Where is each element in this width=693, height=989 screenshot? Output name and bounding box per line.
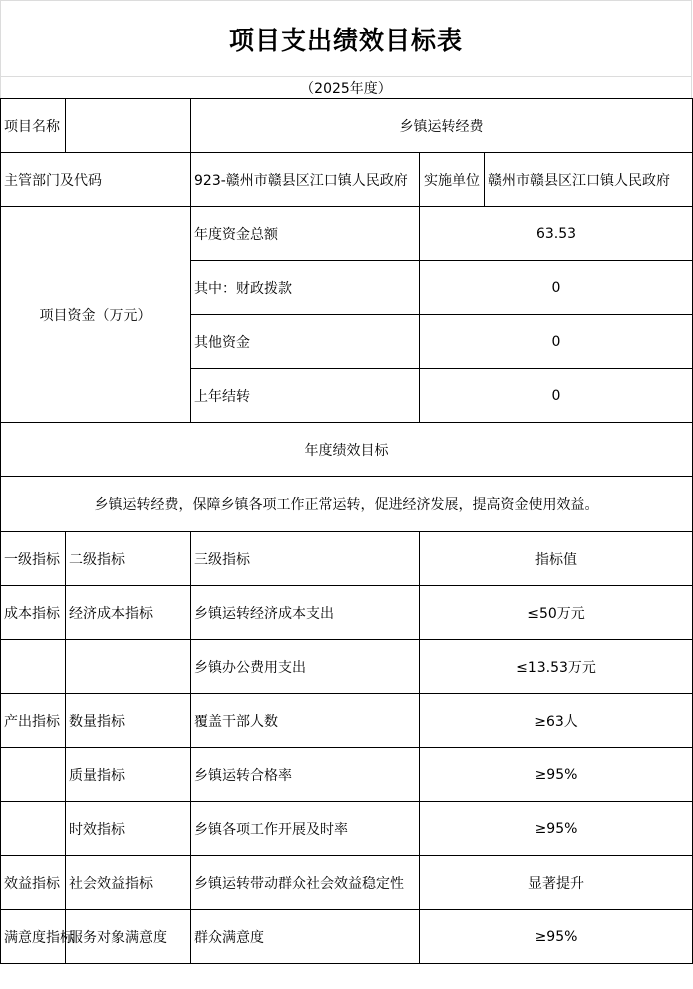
level3-cell: 乡镇运转带动群众社会效益稳定性 [191, 856, 420, 910]
project-name-blank-cell [66, 99, 191, 153]
indicator-value-cell: 显著提升 [420, 856, 693, 910]
project-name-row [1, 99, 693, 153]
indicator-value-header: 指标值 [420, 532, 693, 586]
level2-cell: 社会效益指标 [66, 856, 191, 910]
level2-cell: 经济成本指标 [66, 586, 191, 640]
indicator-value-cell: ≤50万元 [420, 586, 693, 640]
annual-goal-header: 年度绩效目标 [1, 423, 693, 477]
indicator-row [1, 586, 693, 640]
level2-header: 二级指标 [66, 532, 191, 586]
indicator-row [1, 856, 693, 910]
level1-header: 一级指标 [1, 532, 66, 586]
fund-item-label: 上年结转 [191, 369, 420, 423]
implementing-unit-value: 赣州市赣县区江口镇人民政府 [485, 153, 693, 207]
level1-cell: 效益指标 [1, 856, 66, 910]
project-name-label: 项目名称 [1, 99, 66, 153]
project-name-value: 乡镇运转经费 [191, 99, 693, 153]
page-title: 项目支出绩效目标表 [0, 0, 692, 76]
level3-header: 三级指标 [191, 532, 420, 586]
fund-item-label: 其中：财政拨款 [191, 261, 420, 315]
goal-header-row [1, 423, 693, 477]
implementing-unit-label: 实施单位 [420, 153, 485, 207]
indicator-row [1, 694, 693, 748]
annual-goal-text: 乡镇运转经费，保障乡镇各项工作正常运转，促进经济发展，提高资金使用效益。 [1, 477, 693, 532]
indicator-row [1, 748, 693, 802]
fund-item-value: 0 [420, 315, 693, 369]
level2-cell: 时效指标 [66, 802, 191, 856]
fiscal-year: （2025年度） [0, 76, 692, 98]
level1-cell [1, 640, 66, 694]
level3-cell: 覆盖干部人数 [191, 694, 420, 748]
target-table [0, 98, 693, 964]
fund-item-label: 年度资金总额 [191, 207, 420, 261]
level2-cell: 服务对象满意度 [66, 910, 191, 964]
level2-cell: 数量指标 [66, 694, 191, 748]
level3-cell: 乡镇办公费用支出 [191, 640, 420, 694]
indicator-value-cell: ≥63人 [420, 694, 693, 748]
fund-item-value: 63.53 [420, 207, 693, 261]
level3-cell: 乡镇运转合格率 [191, 748, 420, 802]
indicator-row [1, 910, 693, 964]
indicator-value-cell: ≥95% [420, 802, 693, 856]
indicator-header-row [1, 532, 693, 586]
indicator-value-cell: ≥95% [420, 748, 693, 802]
department-row [1, 153, 693, 207]
department-value: 923-赣州市赣县区江口镇人民政府 [191, 153, 420, 207]
level1-cell: 满意度指标 [1, 910, 66, 964]
level1-cell [1, 748, 66, 802]
level1-cell [1, 802, 66, 856]
level1-cell: 产出指标 [1, 694, 66, 748]
level2-cell: 质量指标 [66, 748, 191, 802]
level1-cell: 成本指标 [1, 586, 66, 640]
fund-item-value: 0 [420, 369, 693, 423]
project-funds-label: 项目资金（万元） [1, 207, 191, 423]
goal-text-row [1, 477, 693, 532]
indicator-value-cell: ≤13.53万元 [420, 640, 693, 694]
department-label: 主管部门及代码 [1, 153, 191, 207]
fund-row [1, 207, 693, 261]
level3-cell: 乡镇运转经济成本支出 [191, 586, 420, 640]
level3-cell: 群众满意度 [191, 910, 420, 964]
level3-cell: 乡镇各项工作开展及时率 [191, 802, 420, 856]
indicator-row [1, 802, 693, 856]
fund-item-label: 其他资金 [191, 315, 420, 369]
indicator-row [1, 640, 693, 694]
fund-item-value: 0 [420, 261, 693, 315]
level2-cell [66, 640, 191, 694]
indicator-value-cell: ≥95% [420, 910, 693, 964]
